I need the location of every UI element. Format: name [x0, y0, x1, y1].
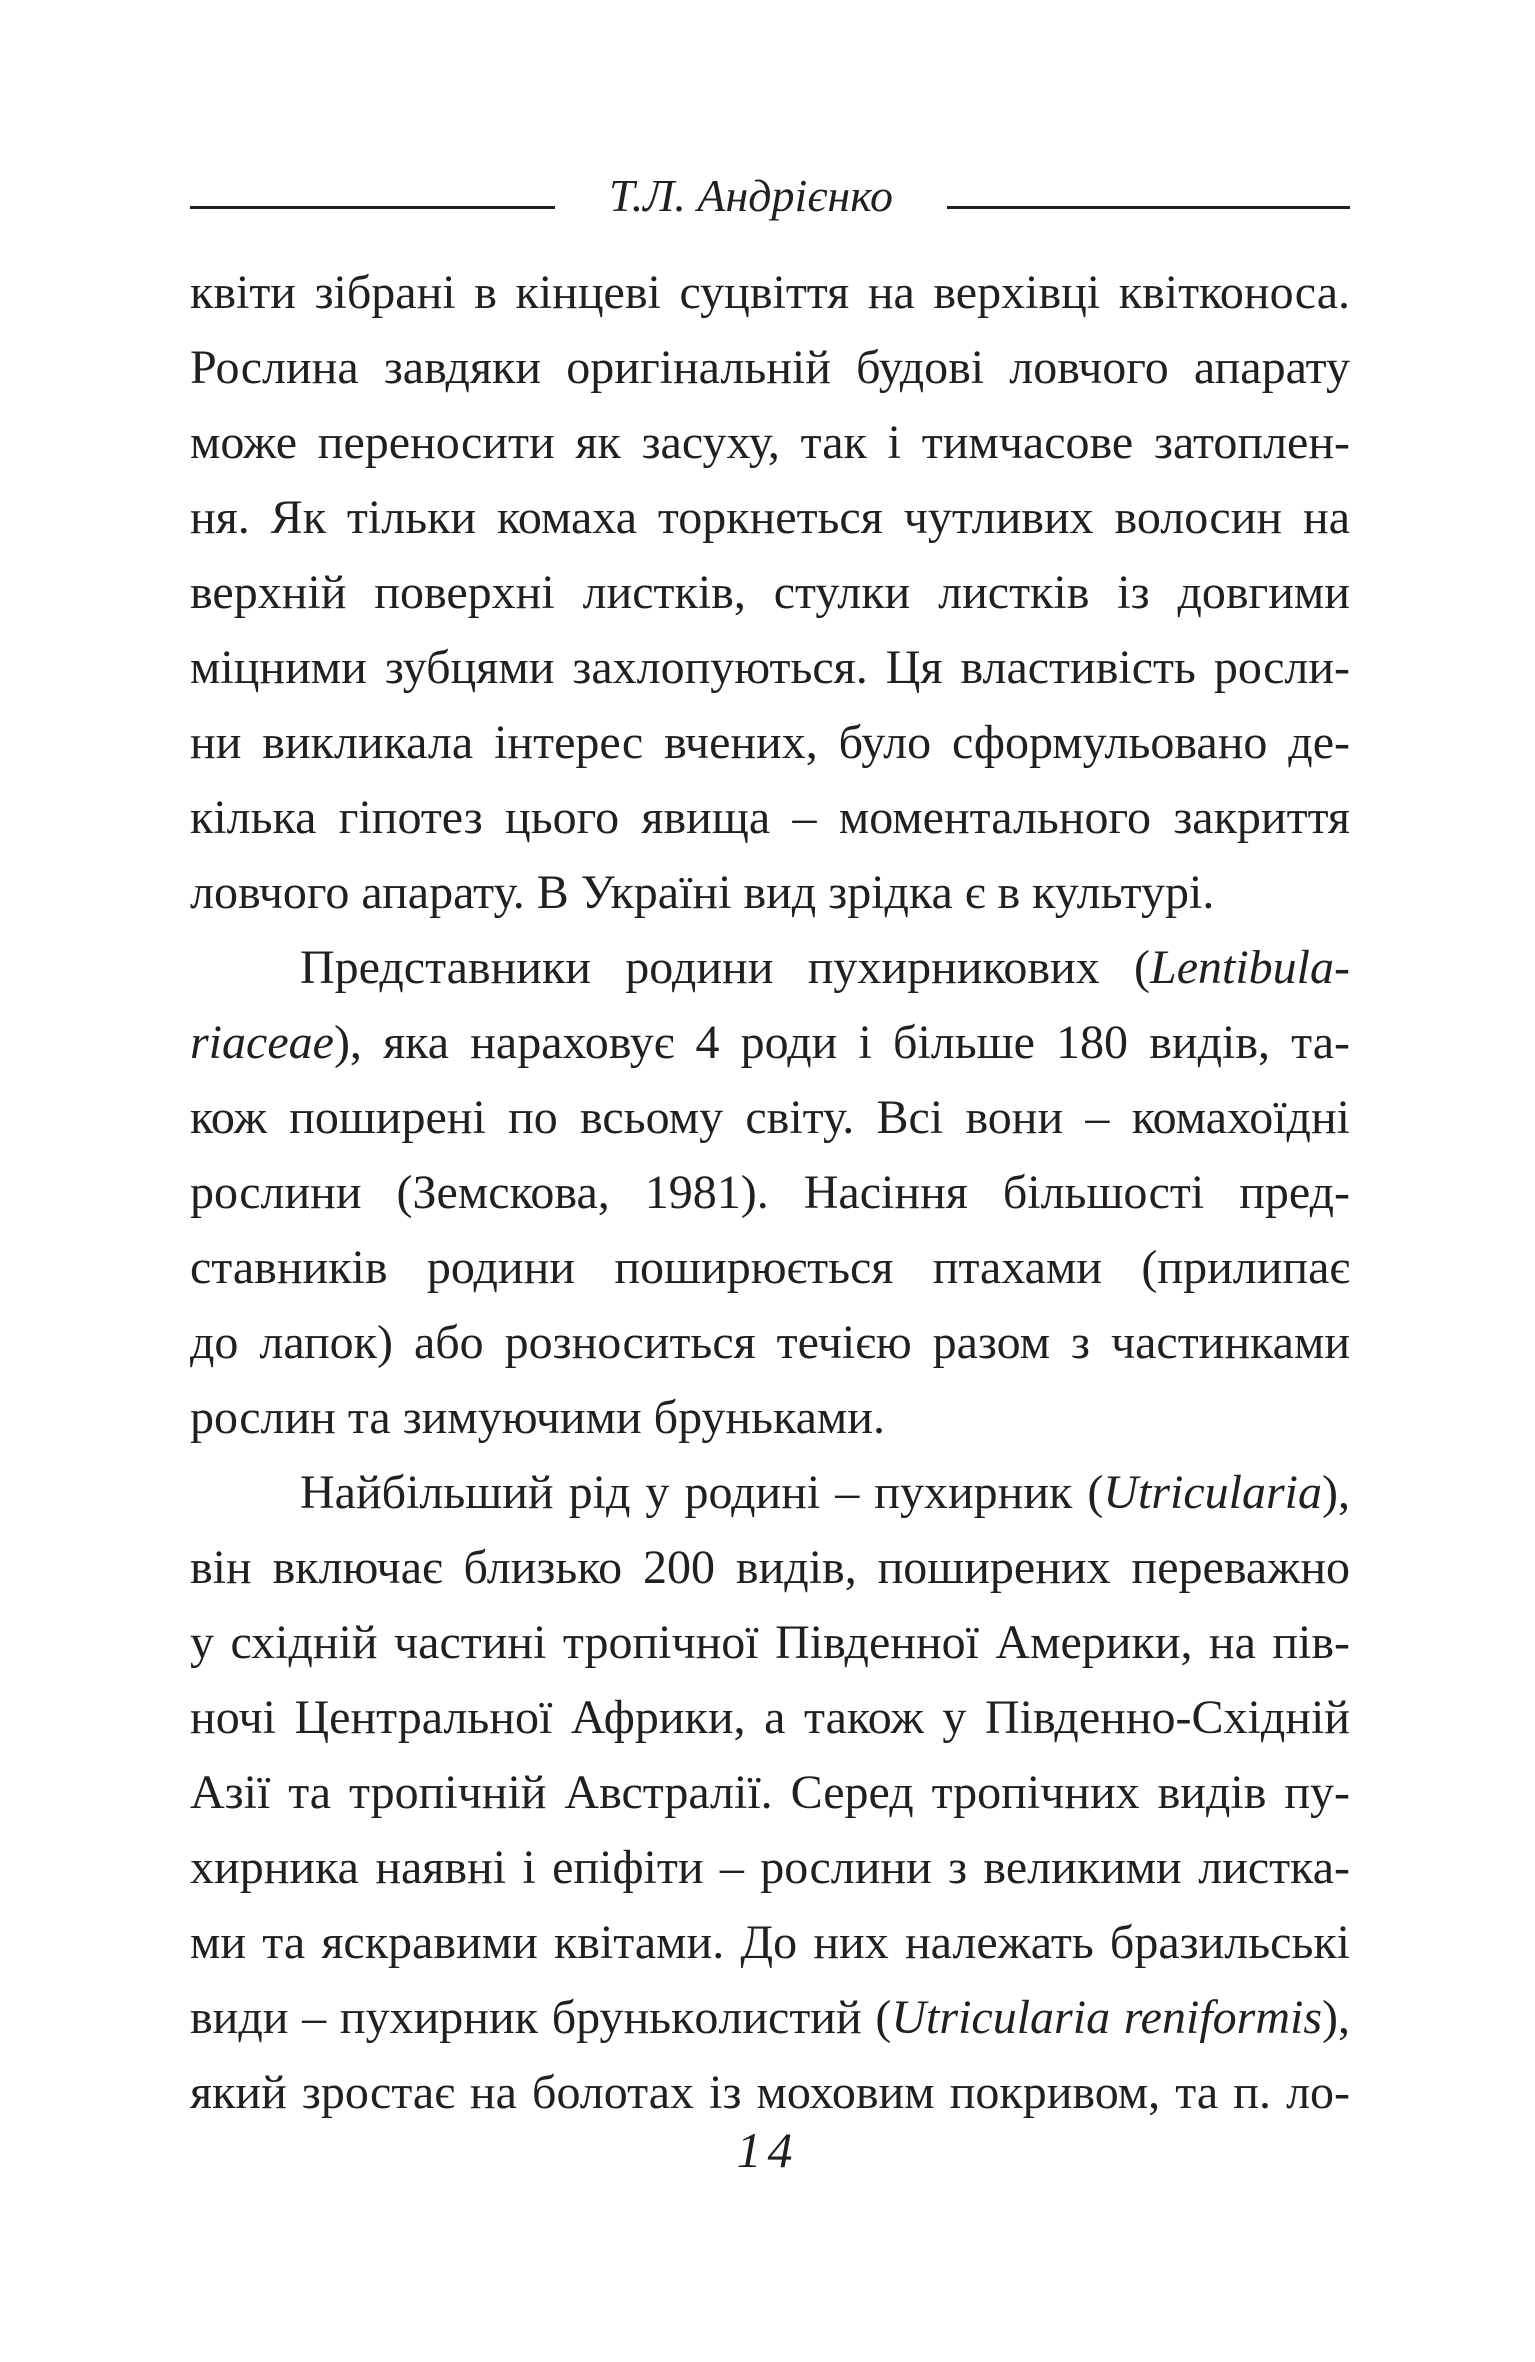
text-line: [190, 1455, 1350, 1530]
text-run: Представники родини пухирникових (: [300, 941, 1150, 994]
running-head-author: Т.Л. Андрієнко: [609, 170, 893, 221]
text-line: [190, 1980, 1350, 2055]
body-text: [190, 255, 1350, 2130]
text-line: ми та яскравими квітами. До них належать бразильські: [190, 1916, 1350, 1969]
header-rule-left: [190, 206, 555, 209]
text-line: рослин та зимуючими бруньками.: [190, 1391, 885, 1444]
text-line: у східній частині тропічної Південної Америки, на пів-: [190, 1616, 1350, 1669]
text-line: Рослина завдяки оригінальній будові ловчого апарату: [190, 341, 1350, 394]
text-run: ), яка нараховує 4 роди і більше 180 видів, та-: [333, 1016, 1350, 1069]
latin-name: Utricularia reniformis: [891, 1991, 1323, 2044]
text-run: види – пухирник брунькoлистий (: [190, 1991, 892, 2044]
text-line: може переносити як засуху, так і тимчасове затоплен-: [190, 416, 1350, 469]
paragraph-1: [190, 255, 1350, 930]
text-line: ставників родини поширюється птахами (прилипає: [190, 1241, 1350, 1294]
text-run: ),: [1322, 1991, 1351, 2044]
text-line: Азії та тропічній Австралії. Серед тропічних видів пу-: [190, 1766, 1350, 1819]
latin-name: Lentibula-: [1150, 941, 1350, 994]
text-run: ),: [1322, 1466, 1350, 1519]
text-line: він включає близько 200 видів, поширених переважно: [190, 1541, 1350, 1594]
text-line: [190, 1005, 1350, 1080]
page-number: 14: [736, 2122, 799, 2178]
paragraph-2: [190, 930, 1350, 1455]
text-line: [190, 930, 1350, 1005]
latin-name: Utricularia: [1103, 1466, 1323, 1519]
text-line: до лапок) або розноситься течією разом з частинками: [190, 1316, 1350, 1369]
text-line: ночі Центральної Африки, а також у Південно-Східній: [190, 1691, 1350, 1744]
running-header: [190, 168, 1350, 224]
text-line: квіти зібрані в кінцеві суцвіття на верхівці квітконоса.: [190, 266, 1350, 319]
text-line: ня. Як тільки комаха торкнеться чутливих волосин на: [190, 491, 1350, 544]
text-line: ни викликала інтерес вчених, було сформульовано де-: [190, 716, 1350, 769]
latin-name: riaceae: [190, 1016, 334, 1069]
text-line: кож поширені по всьому світу. Всі вони – комахоїдні: [190, 1091, 1350, 1144]
text-line: ловчого апарату. В Україні вид зрідка є в культурі.: [190, 866, 1215, 919]
text-line: рослини (Земскова, 1981). Насіння більшості пред-: [190, 1166, 1350, 1219]
text-line: хирника наявні і епіфіти – рослини з великими листка-: [190, 1841, 1350, 1894]
text-line: верхній поверхні листків, стулки листків із довгими: [190, 566, 1350, 619]
header-rule-right: [947, 206, 1350, 209]
paragraph-3: [190, 1455, 1350, 2130]
text-line: який зростає на болотах із моховим покривом, та п. ло-: [190, 2066, 1350, 2119]
text-line: міцними зубцями захлопуються. Ця властивість росли-: [190, 641, 1350, 694]
text-run: Найбільший рід у родині – пухирник (: [300, 1466, 1104, 1519]
text-line: кілька гіпотез цього явища – моментального закриття: [190, 791, 1350, 844]
